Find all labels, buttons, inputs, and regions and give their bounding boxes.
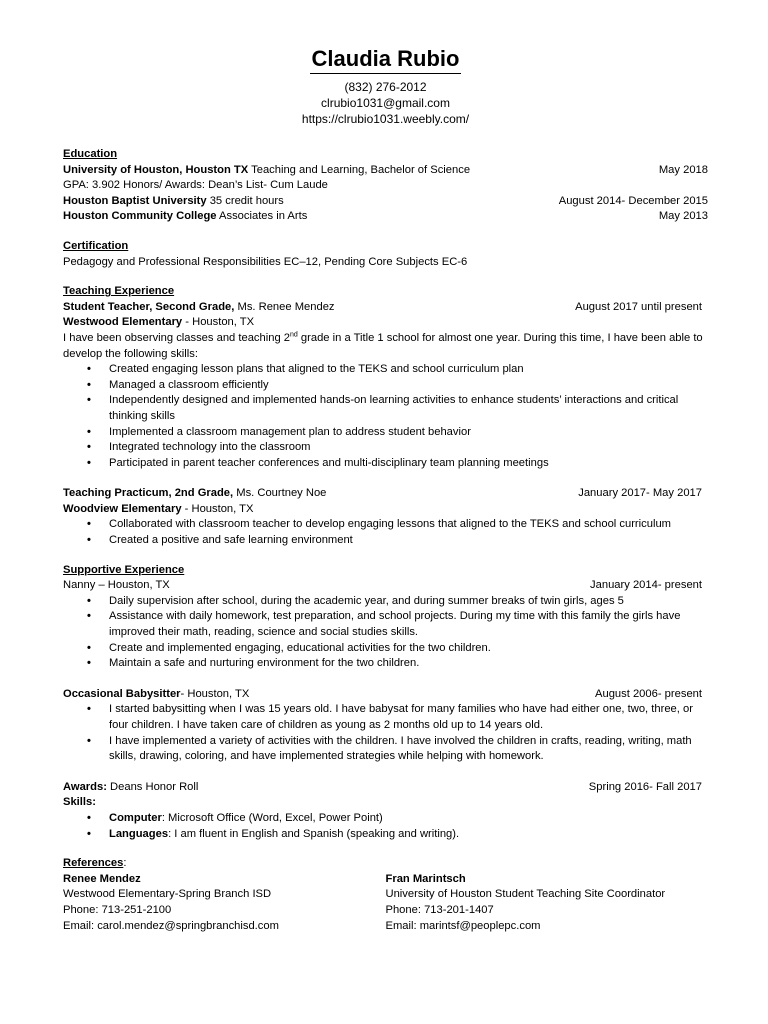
education-date: August 2014- December 2015 <box>558 194 708 207</box>
phone: (832) 276-2012 <box>344 80 427 94</box>
education-entry <box>63 194 708 210</box>
resume-page <box>63 46 708 934</box>
education-entry <box>63 209 708 225</box>
school-name: Houston Baptist University <box>63 194 207 207</box>
school-name: Houston Community College <box>63 210 217 223</box>
job-role: Occasional Babysitter <box>63 687 181 700</box>
job-bullets <box>63 517 708 548</box>
job-header <box>63 486 708 502</box>
school-name: University of Houston, Houston TX <box>63 163 249 176</box>
skill-label: Languages <box>109 827 169 840</box>
job-bullets <box>63 702 708 764</box>
references-heading <box>63 856 708 872</box>
awards-line <box>63 780 708 796</box>
skill-text: : Microsoft Office (Word, Excel, Power Point) <box>161 811 383 824</box>
references <box>63 872 708 934</box>
degree: 35 credit hours <box>206 194 284 207</box>
supportive-title: Supportive Experience <box>63 563 185 576</box>
teaching-title: Teaching Experience <box>63 285 175 298</box>
job-header <box>63 300 708 316</box>
education-date: May 2018 <box>658 163 708 176</box>
list-item: • Participated in parent teacher conferences and multi-disciplinary team planning meetings <box>109 456 708 472</box>
intro-text: grade in a Title 1 school for almost one year. During this time, I have been able to develop the following skills: <box>63 331 703 360</box>
reference-phone: Phone: 713-251-2100 <box>63 903 172 916</box>
reference-phone: Phone: 713-201-1407 <box>385 903 494 916</box>
job-school <box>63 502 708 518</box>
references-colon: : <box>123 857 127 870</box>
degree: Teaching and Learning, Bachelor of Science <box>248 163 471 176</box>
list-item: • Maintain a safe and nurturing environment for the two children. <box>109 656 708 672</box>
list-item: • Collaborated with classroom teacher to develop engaging lessons that aligned to the TEKS and school curriculum <box>109 517 708 533</box>
list-item: • Create and implemented engaging, educational activities for the two children. <box>109 641 708 657</box>
awards-date: Spring 2016- Fall 2017 <box>588 780 702 793</box>
references-title: References <box>63 857 124 870</box>
certification-text: Pedagogy and Professional Responsibilities EC–12, Pending Core Subjects EC-6 <box>63 255 468 268</box>
awards-text: Deans Honor Roll <box>106 780 199 793</box>
school-location: - Houston, TX <box>182 316 255 329</box>
job-role: Student Teacher, Second Grade, <box>63 300 235 313</box>
list-item: • Managed a classroom efficiently <box>109 378 708 394</box>
email: clrubio1031@gmail.com <box>321 96 450 110</box>
reference-card <box>63 872 386 934</box>
reference-org: Westwood Elementary-Spring Branch ISD <box>63 888 272 901</box>
list-item: • Integrated technology into the classroom <box>109 440 708 456</box>
list-item: • Independently designed and implemented hands-on learning activities to enhance students’ interactions and critical thinking skills <box>109 393 708 424</box>
job-header <box>63 578 708 594</box>
reference-card <box>386 872 709 934</box>
list-item: • Created a positive and safe learning environment <box>109 533 708 549</box>
job-role: Nanny – Houston, TX <box>63 579 170 592</box>
job-mentor: Ms. Courtney Noe <box>233 487 327 500</box>
website: https://clrubio1031.weebly.com/ <box>301 112 470 126</box>
reference-name: Renee Mendez <box>63 872 141 885</box>
education-title: Education <box>63 148 118 160</box>
job-location: - Houston, TX <box>180 687 250 700</box>
candidate-name: Claudia Rubio <box>310 46 462 74</box>
job-date: January 2014- present <box>590 579 702 592</box>
education-entry <box>63 163 708 179</box>
header <box>63 46 708 74</box>
skills-list <box>63 811 708 842</box>
gpa-line: GPA: 3.902 Honors/ Awards: Dean’s List- Cum Laude <box>63 179 328 192</box>
list-item: • Assistance with daily homework, test preparation, and school projects. During my time with this family the girls have improved their math, reading, science and social studies skills. <box>109 609 708 640</box>
list-item: • Implemented a classroom management plan to address student behavior <box>109 425 708 441</box>
reference-email: Email: carol.mendez@springbranchisd.com <box>63 919 279 932</box>
job-bullets <box>63 594 708 672</box>
job-date: August 2017 until present <box>575 300 702 313</box>
job-role: Teaching Practicum, 2nd Grade, <box>63 487 234 500</box>
degree: Associates in Arts <box>216 210 308 223</box>
certification-title: Certification <box>63 239 129 252</box>
list-item: • Created engaging lesson plans that aligned to the TEKS and school curriculum plan <box>109 362 708 378</box>
list-item <box>109 811 708 827</box>
intro-text: I have been observing classes and teaching 2 <box>63 331 291 344</box>
list-item: • Daily supervision after school, during the academic year, and during summer breaks of twin girls, ages 5 <box>109 594 708 610</box>
education-date: May 2013 <box>658 210 708 223</box>
list-item: • I have implemented a variety of activities with the children. I have involved the children in crafts, reading, writing, math skills, drawing, coloring, and have implemented strategies while helping with homework. <box>109 734 708 765</box>
awards-label: Awards: <box>63 780 107 793</box>
job-mentor: Ms. Renee Mendez <box>234 300 335 313</box>
school-name: Woodview Elementary <box>63 502 182 515</box>
job-intro <box>63 331 708 362</box>
job-school <box>63 315 708 331</box>
list-item <box>109 827 708 843</box>
list-item: • I started babysitting when I was 15 years old. I have babysat for many families who have had either one, two, three, or four children. I have taken care of children as young as 2 months old up to 14 years old. <box>109 702 708 733</box>
job-date: August 2006- present <box>595 687 702 700</box>
skill-text: : I am fluent in English and Spanish (speaking and writing). <box>168 827 460 840</box>
intro-superscript: nd <box>290 331 298 339</box>
school-name: Westwood Elementary <box>63 316 183 329</box>
reference-name: Fran Marintsch <box>385 872 466 885</box>
school-location: - Houston, TX <box>181 502 254 515</box>
reference-email: Email: marintsf@peoplepc.com <box>385 919 541 932</box>
job-date: January 2017- May 2017 <box>578 487 702 500</box>
job-bullets <box>63 362 708 471</box>
skills-title: Skills: <box>63 796 96 809</box>
job-header <box>63 687 708 703</box>
skills-label <box>63 795 708 811</box>
skill-label: Computer <box>109 811 162 824</box>
reference-org: University of Houston Student Teaching Site Coordinator <box>385 888 666 901</box>
